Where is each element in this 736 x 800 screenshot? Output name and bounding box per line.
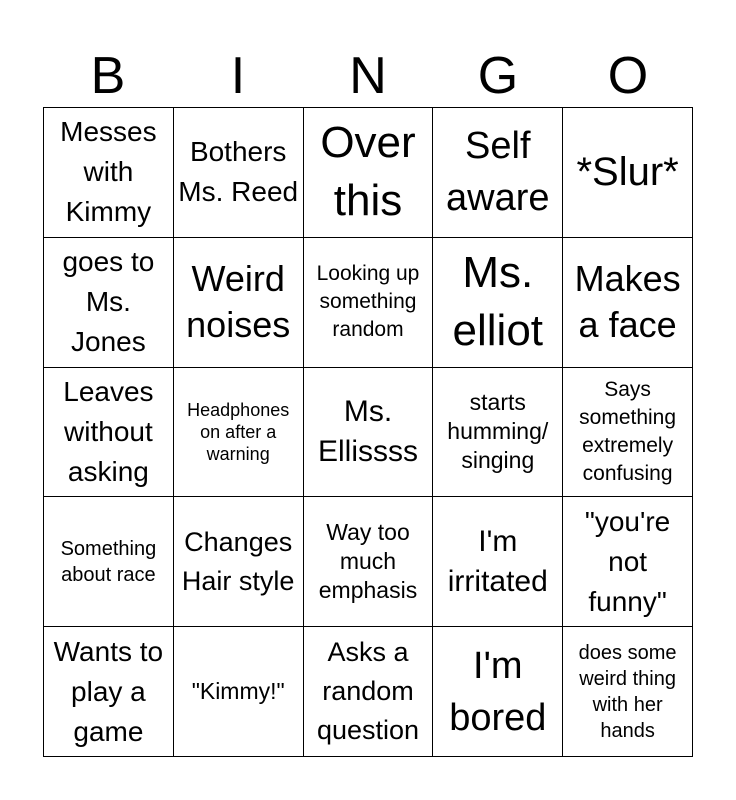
header-letter-b: B [90,47,126,105]
bingo-cell[interactable] [563,368,693,498]
bingo-cell[interactable] [563,238,693,368]
bingo-cell[interactable] [174,497,304,627]
cell-text: does some weird thing with her hands [578,641,677,742]
cell-text: Self aware [446,125,550,220]
cell-text: "you're not funny" [584,505,671,617]
bingo-cell[interactable] [304,108,434,238]
bingo-cell[interactable] [174,238,304,368]
bingo-cell[interactable] [563,497,693,627]
cell-text: I'm bored [449,644,547,739]
bingo-cell[interactable] [44,238,174,368]
bingo-cell[interactable] [433,627,563,757]
cell-text: Weird noises [186,258,291,346]
cell-text: "Kimmy!" [191,678,285,705]
bingo-cell[interactable] [563,108,693,238]
bingo-cell[interactable] [44,368,174,498]
cell-text: Changes Hair style [181,526,295,596]
cell-text: Leaves without asking [63,375,154,487]
cell-text: Asks a random question [316,637,420,746]
cell-text: *Slur* [576,150,679,195]
bingo-cell[interactable] [433,108,563,238]
bingo-cell[interactable] [174,627,304,757]
bingo-cell[interactable] [44,497,174,627]
bingo-cell[interactable] [304,368,434,498]
cell-text: Messes with Kimmy [60,116,157,228]
cell-text: Wants to play a game [53,635,164,747]
cell-text: Something about race [60,537,157,586]
bingo-cell[interactable] [304,627,434,757]
bingo-cell[interactable] [44,108,174,238]
header-letter-n: N [349,47,387,105]
bingo-header [43,44,693,108]
bingo-cell[interactable] [44,627,174,757]
cell-text: goes to Ms. Jones [62,246,155,358]
cell-text: Says something extremely confusing [579,377,677,485]
cell-text: Headphones on after a warning [187,399,290,464]
header-letter-i: I [230,47,246,105]
bingo-cell[interactable] [304,497,434,627]
bingo-cell[interactable] [304,238,434,368]
cell-text: Makes a face [574,258,681,346]
cell-text: Ms. elliot [452,248,544,356]
header-letter-o: O [607,47,649,105]
cell-text: Bothers Ms. Reed [178,136,299,208]
cell-text: Looking up something random [316,262,420,342]
cell-text: Over this [320,118,416,226]
bingo-cell[interactable] [174,368,304,498]
cell-text: Way too much emphasis [318,519,418,604]
bingo-card-grid [43,107,693,757]
bingo-cell[interactable] [433,497,563,627]
header-letter-g: G [477,47,519,105]
bingo-cell[interactable] [433,368,563,498]
bingo-cell[interactable] [563,627,693,757]
cell-text: starts humming/ singing [447,389,549,474]
bingo-cell[interactable] [174,108,304,238]
cell-text: Ms. Ellissss [317,394,418,468]
cell-text: I'm irritated [447,524,548,598]
bingo-cell[interactable] [433,238,563,368]
